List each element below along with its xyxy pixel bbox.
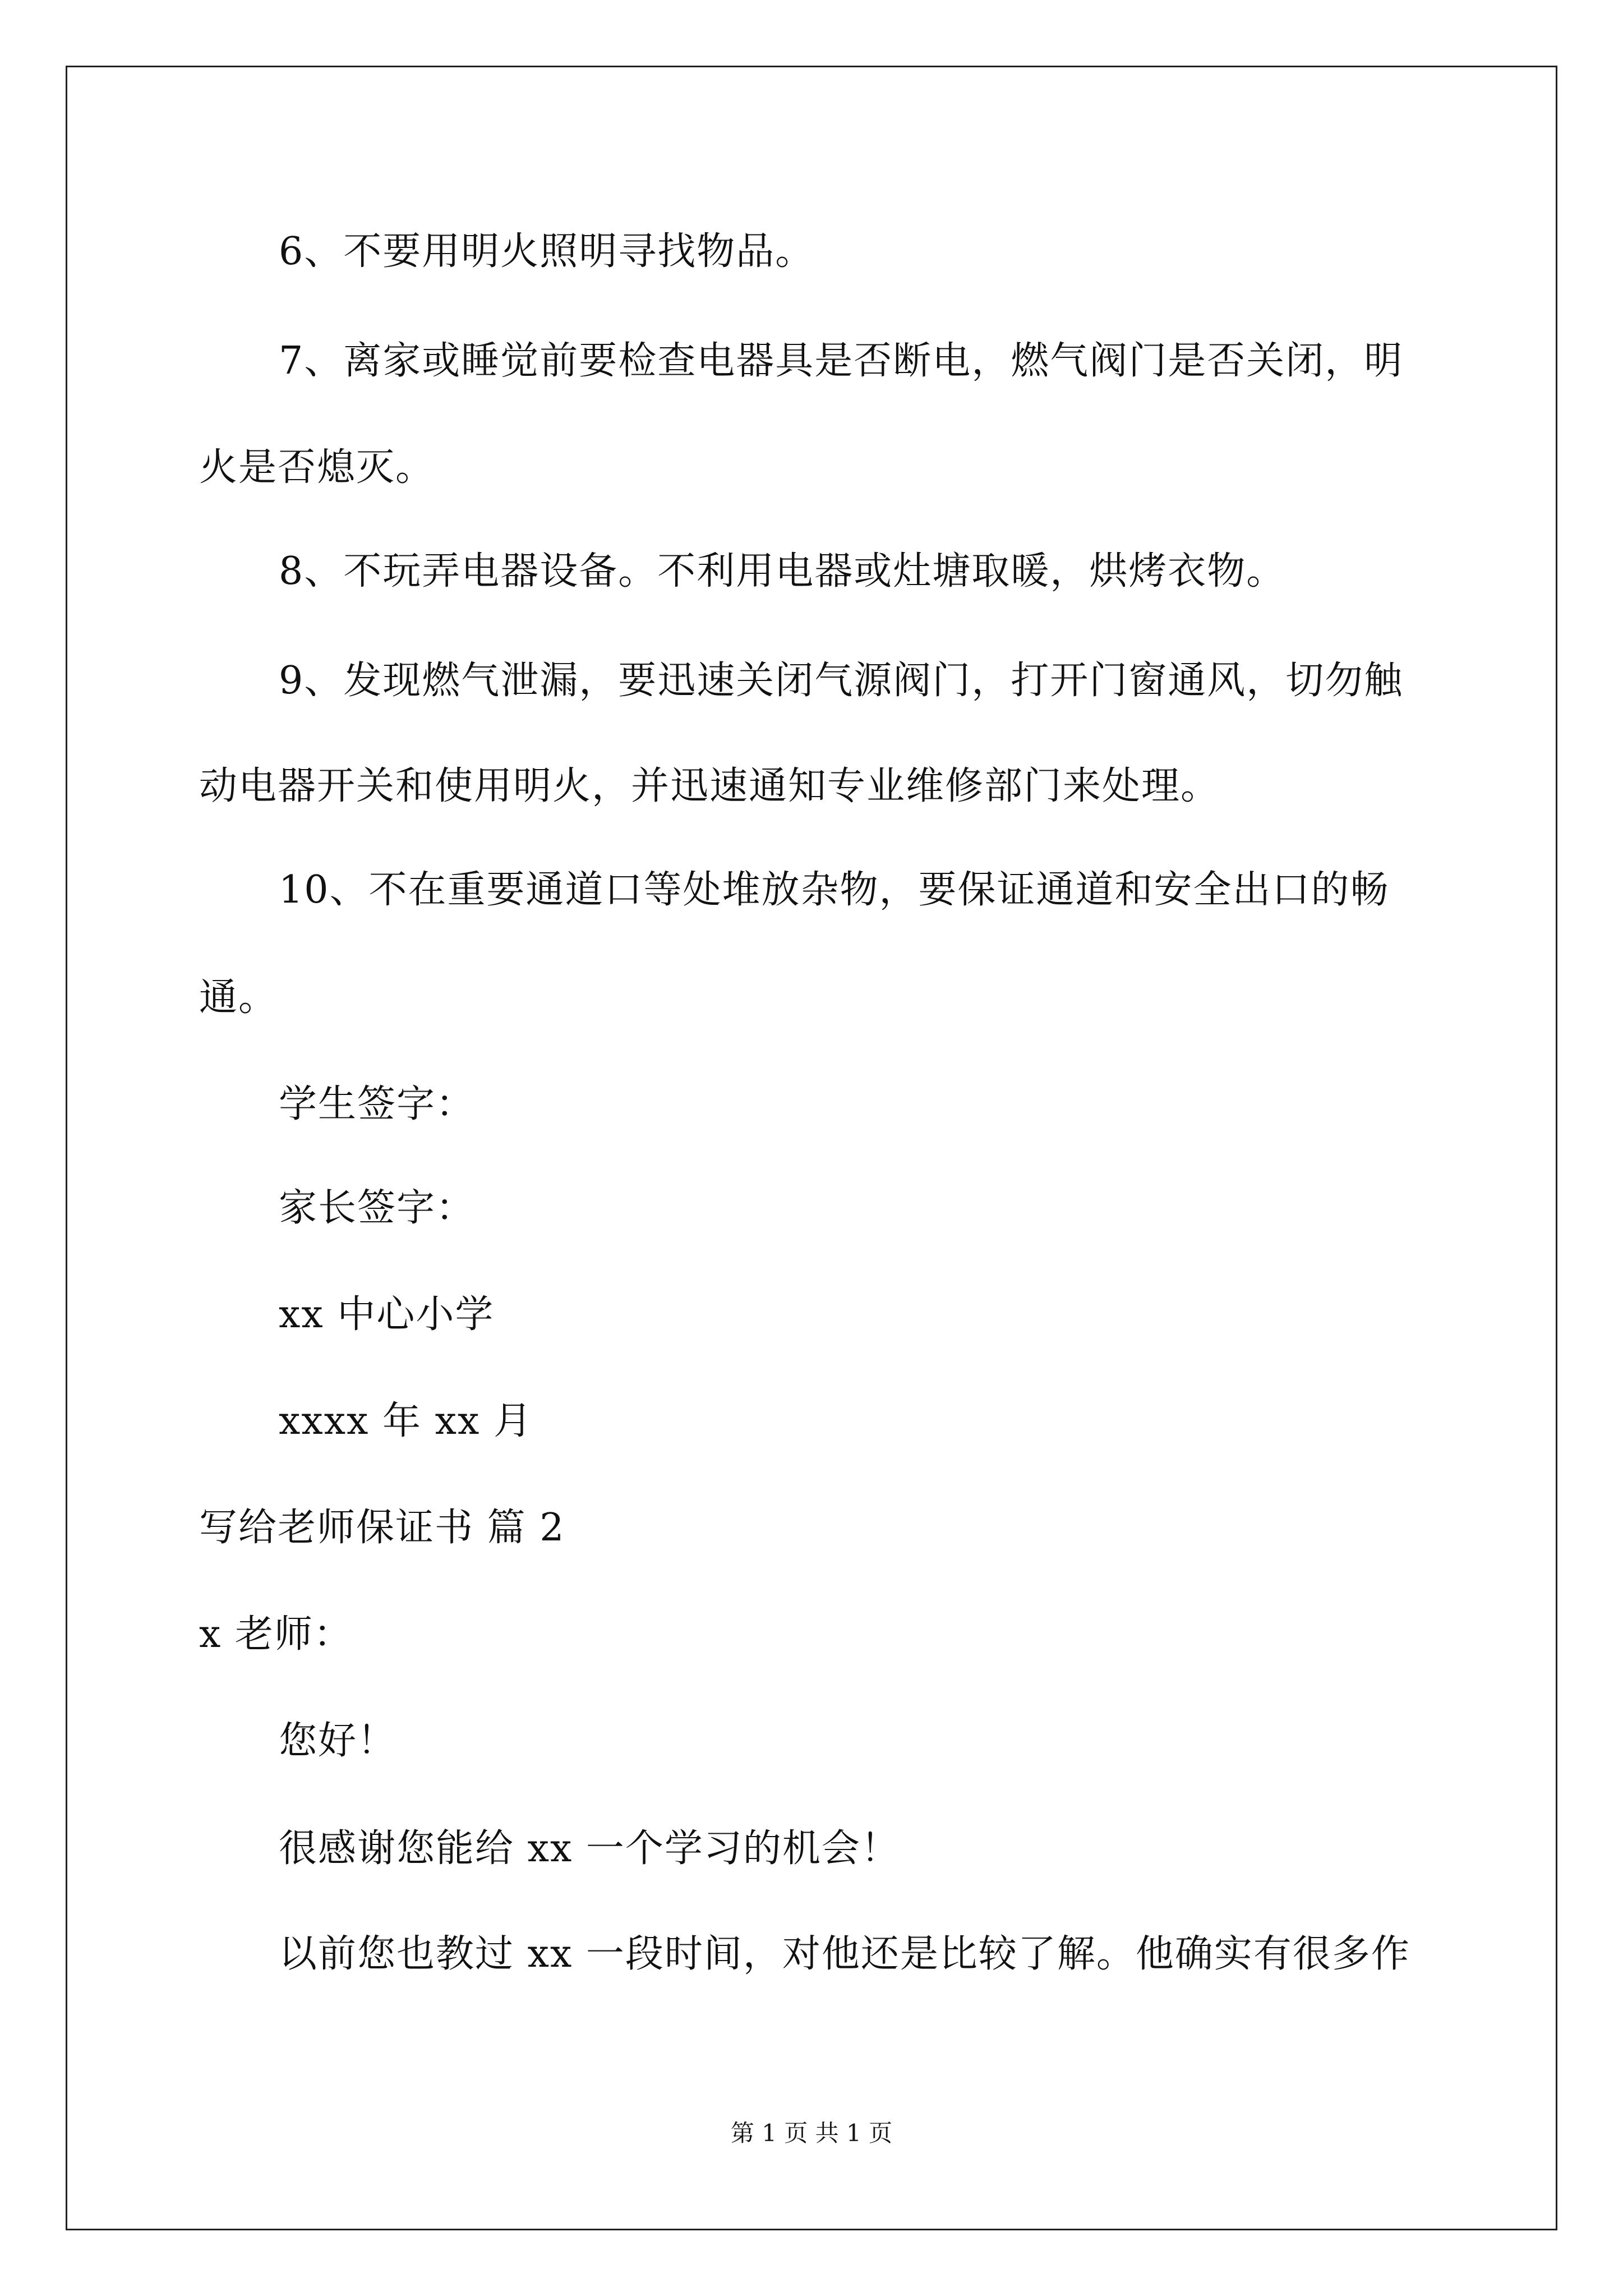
item-6: 6、不要用明火照明寻找物品。 (279, 229, 815, 274)
student-signature-label: 学生签字： (279, 1082, 476, 1126)
item-9-line1: 9、发现燃气泄漏，要迅速关闭气源阀门，打开门窗通风，切勿触 (279, 659, 1404, 703)
body-line-1: 以前您也教过 xx 一段时间，对他还是比较了解。他确实有很多作 (279, 1932, 1410, 1976)
school-name: xx 中心小学 (279, 1292, 495, 1337)
greeting: 您好！ (279, 1719, 397, 1763)
item-7-line2: 火是否熄灭。 (199, 445, 435, 490)
date-line: xxxx 年 xx 月 (279, 1399, 533, 1443)
page-footer: 第 1 页 共 1 页 (730, 2119, 893, 2147)
thanks-line: 很感谢您能给 xx 一个学习的机会！ (279, 1826, 900, 1871)
item-9-line2: 动电器开关和使用明火，并迅速通知专业维修部门来处理。 (199, 764, 1220, 808)
page-border (66, 66, 1557, 2230)
section-heading: 写给老师保证书 篇 2 (199, 1506, 565, 1550)
item-10-line2: 通。 (199, 976, 278, 1020)
item-10-line1: 10、不在重要通道口等处堆放杂物，要保证通道和安全出口的畅 (279, 868, 1390, 912)
item-7-line1: 7、离家或睡觉前要检查电器具是否断电，燃气阀门是否关闭，明 (279, 339, 1404, 383)
parent-signature-label: 家长签字： (279, 1186, 476, 1230)
salutation: x 老师： (199, 1612, 353, 1657)
item-8: 8、不玩弄电器设备。不利用电器或灶塘取暖，烘烤衣物。 (279, 549, 1286, 593)
